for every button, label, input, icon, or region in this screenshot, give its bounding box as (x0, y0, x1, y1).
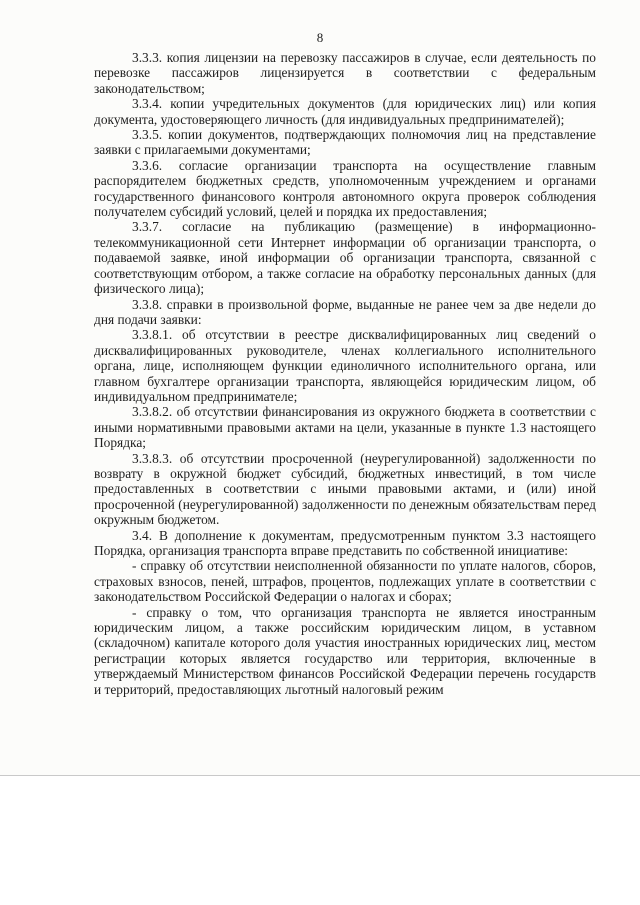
list-item-foreign-entity-certificate: - справку о том, что организация транспорта не является иностранным юридическим лицом, а также российским юридическим лицом, в уставном (складочном) капитале которого доля участия иностранных юридических лиц, местом регистрации которых является государство или территория, включенные в утверждаемый Министерством финансов Российской Федерации перечень государств и территорий, предоставляющих льготный налоговый режим (94, 604, 596, 697)
paragraph-3-3-3: 3.3.3. копия лицензии на перевозку пассажиров в случае, если деятельность по перевозке пассажиров лицензируется в соответствии с федеральным законодательством; (94, 50, 596, 96)
paragraph-3-4: 3.4. В дополнение к документам, предусмотренным пунктом 3.3 настоящего Порядка, организация транспорта вправе представить по собственной инициативе: (94, 527, 596, 558)
paragraph-3-3-8-1: 3.3.8.1. об отсутствии в реестре дисквалифицированных лиц сведений о дисквалифицированных руководителе, членах коллегиального исполнительного органа, лице, исполняющем функции единоличного исполнительного органа, или главном бухгалтере организации транспорта, являющейся юридическим лицом, об индивидуальном предпринимателе; (94, 327, 596, 404)
paragraph-3-3-4: 3.3.4. копии учредительных документов (для юридических лиц) или копия документа, удостоверяющего личность (для индивидуальных предпринимателей); (94, 96, 596, 127)
paragraph-3-3-5: 3.3.5. копии документов, подтверждающих полномочия лиц на представление заявки с прилагаемыми документами; (94, 127, 596, 158)
paragraph-3-3-8: 3.3.8. справки в произвольной форме, выданные не ранее чем за две недели до дня подачи заявки: (94, 296, 596, 327)
paragraph-3-3-6: 3.3.6. согласие организации транспорта на осуществление главным распорядителем бюджетных средств, уполномоченным учреждением и органами государственного финансового контроля автономного округа проверок соблюдения получателем субсидий условий, целей и порядка их предоставления; (94, 157, 596, 220)
paragraph-3-3-7: 3.3.7. согласие на публикацию (размещение) в информационно-телекоммуникационной сети Интернет информации об организации транспорта, о подаваемой заявке, иной информации об организации транспорта, связанной с соответствующим отбором, а также согласие на обработку персональных данных (для физического лица); (94, 219, 596, 297)
document-body (94, 50, 596, 697)
list-item-tax-certificate: - справку об отсутствии неисполненной обязанности по уплате налогов, сборов, страховых взносов, пеней, штрафов, процентов, подлежащих уплате в соответствии с законодательством Российской Федерации о налогах и сборах; (94, 558, 596, 605)
paragraph-3-3-8-3: 3.3.8.3. об отсутствии просроченной (неурегулированной) задолженности по возврату в окружной бюджет субсидий, бюджетных инвестиций, в том числе предоставленных в соответствии с иными правовыми актами, и (или) иной просроченной (неурегулированной) задолженности по денежным обязательствам перед окружным бюджетом. (94, 450, 596, 528)
page-number: 8 (316, 30, 324, 45)
blank-margin (0, 776, 640, 905)
paragraph-3-3-8-2: 3.3.8.2. об отсутствии финансирования из окружного бюджета в соответствии с иными нормативными правовыми актами на цели, указанные в пункте 1.3 настоящего Порядка; (94, 404, 596, 451)
